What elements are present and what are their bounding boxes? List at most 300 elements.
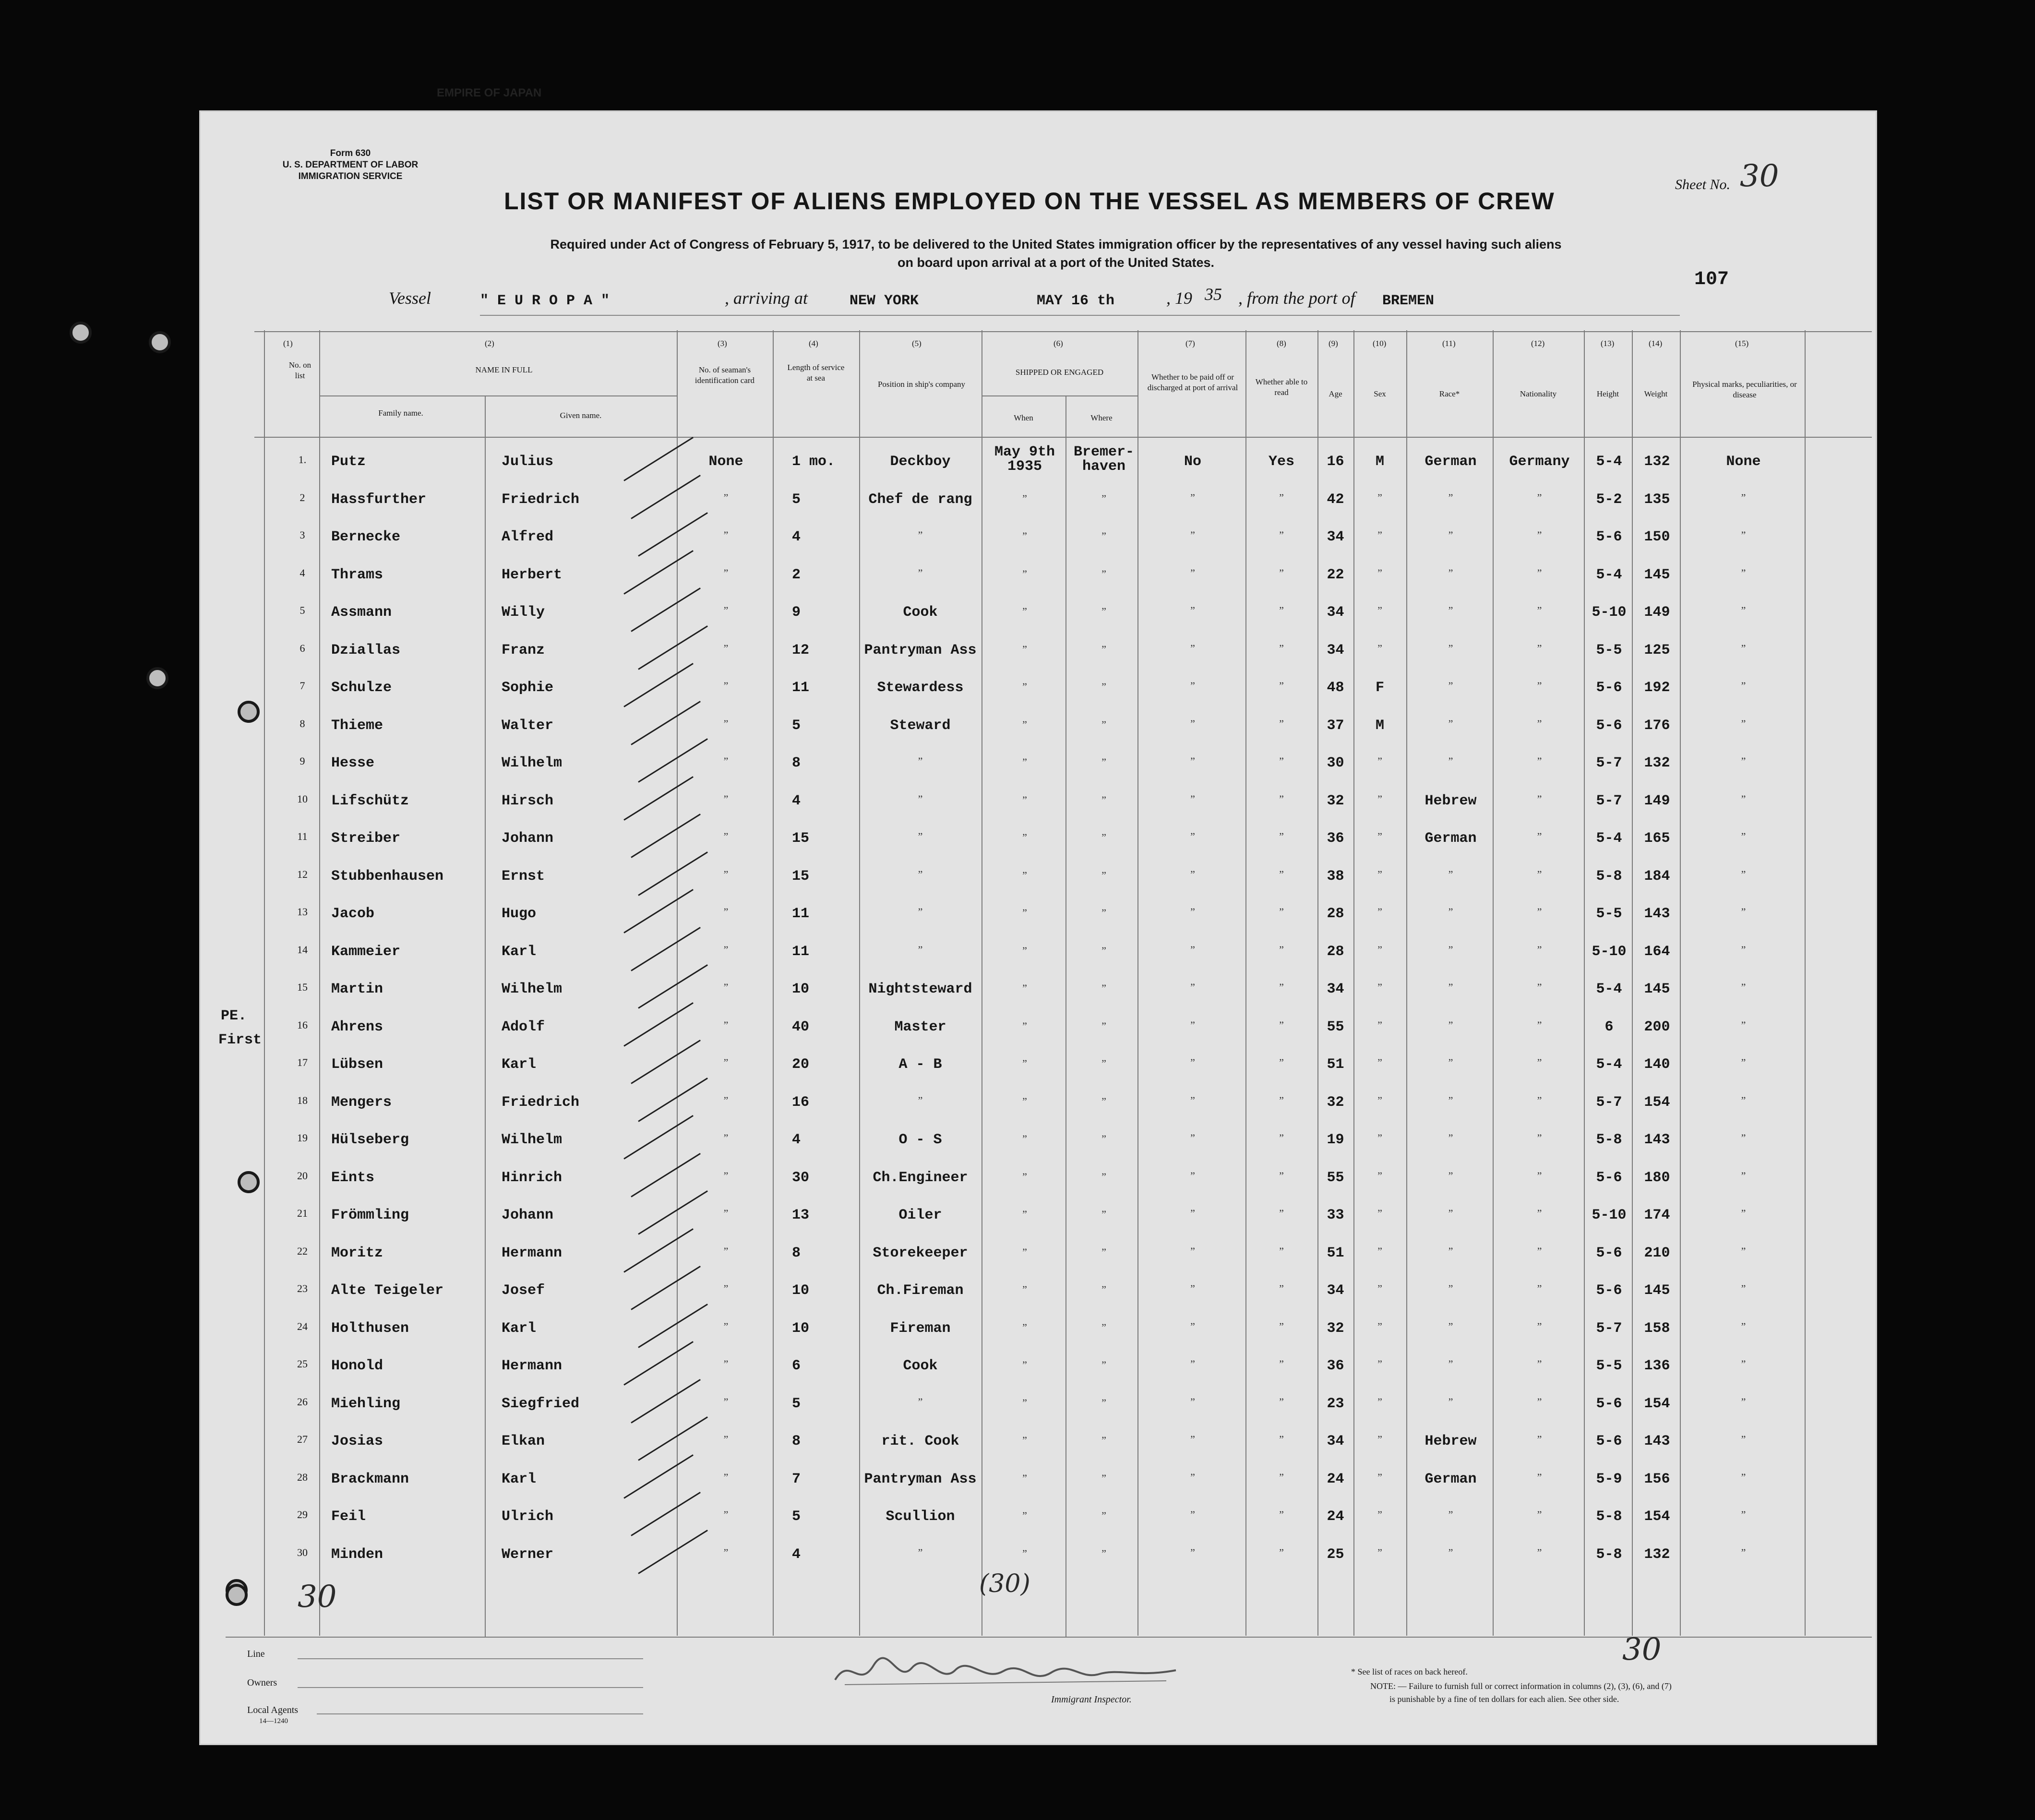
cell-given: Friedrich — [502, 491, 580, 508]
table-row — [0, 1207, 2035, 1241]
table-row — [0, 981, 2035, 1015]
cell-given: Wilhelm — [502, 981, 563, 997]
cell-weight: 145 — [1644, 981, 1670, 997]
cell-position: rit. Cook — [881, 1433, 959, 1449]
cell-sex: ” — [1377, 1396, 1382, 1408]
cell-given: Alfred — [502, 529, 554, 545]
cell-age: 19 — [1327, 1132, 1344, 1148]
cell-marks: ” — [1741, 718, 1746, 730]
cell-when: ” — [1022, 1359, 1027, 1371]
cell-race: ” — [1448, 755, 1453, 767]
head-sex: Sex — [1374, 389, 1386, 398]
footer-agents-label: Local Agents — [247, 1705, 299, 1715]
cell-paid: ” — [1190, 604, 1195, 616]
cell-family: Lübsen — [331, 1056, 383, 1073]
cell-family: Schulze — [331, 680, 392, 696]
cell-sex: ” — [1377, 944, 1382, 956]
cell-paid: ” — [1190, 1132, 1195, 1144]
cell-nationality: ” — [1537, 830, 1542, 842]
cell-position: Cook — [903, 1358, 938, 1374]
cell-family: Kammeier — [331, 944, 401, 960]
cell-nationality: ” — [1537, 1471, 1542, 1483]
cell-when: ” — [1022, 1171, 1027, 1183]
cell-no: 25 — [297, 1358, 308, 1370]
cell-position: ” — [918, 830, 923, 842]
cell-length: 1 mo. — [792, 454, 836, 470]
table-row — [0, 1056, 2035, 1090]
subtitle-line-1: Required under Act of Congress of February 5, 1917, to be delivered to the United States immigration officer by the representatives of any vessel having such aliens — [550, 237, 1562, 251]
cell-age: 36 — [1327, 830, 1344, 847]
cell-age: 22 — [1327, 567, 1344, 583]
cell-where: ” — [1101, 1171, 1106, 1183]
cell-weight: 132 — [1644, 1546, 1670, 1563]
cell-age: 32 — [1327, 1320, 1344, 1337]
cell-weight: 165 — [1644, 830, 1670, 847]
cell-nationality: ” — [1537, 491, 1542, 503]
arriving-label: , arriving at — [725, 288, 808, 308]
cell-when: ” — [1022, 1397, 1027, 1409]
cell-nationality: ” — [1537, 1282, 1542, 1294]
cell-position: Scullion — [886, 1509, 955, 1525]
cell-given: Hermann — [502, 1358, 563, 1374]
cell-race: ” — [1448, 1396, 1453, 1408]
sheet-number: 30 — [1740, 158, 1779, 194]
cell-sex: ” — [1377, 1245, 1382, 1257]
cell-card: ” — [723, 1471, 729, 1483]
cell-length: 10 — [792, 1282, 810, 1299]
cell-card: ” — [723, 1282, 729, 1294]
cell-nationality: ” — [1537, 1207, 1542, 1219]
cell-marks: ” — [1741, 1396, 1746, 1408]
footer-owners-rule — [298, 1687, 643, 1688]
cell-sex: ” — [1377, 1358, 1382, 1370]
cell-where: ” — [1101, 568, 1106, 580]
cell-read: ” — [1279, 1245, 1284, 1257]
cell-card: ” — [723, 680, 729, 692]
cell-read: ” — [1279, 1170, 1284, 1182]
cell-where: ” — [1101, 1472, 1106, 1484]
cell-read: ” — [1279, 1207, 1284, 1219]
cell-where: ” — [1101, 756, 1106, 768]
cell-no: 17 — [297, 1056, 308, 1068]
cell-where: ” — [1101, 982, 1106, 994]
cell-nationality: ” — [1537, 944, 1542, 956]
cell-height: 5-7 — [1596, 793, 1622, 809]
cell-given: Franz — [502, 642, 545, 659]
colnum-2: (2) — [485, 339, 494, 348]
cell-sex: ” — [1377, 1546, 1382, 1558]
cell-race: ” — [1448, 1170, 1453, 1182]
from-port: BREMEN — [1382, 293, 1435, 309]
cell-when: ” — [1022, 907, 1027, 919]
cell-when: ” — [1022, 982, 1027, 994]
cell-position: Cook — [903, 604, 938, 621]
cell-no: 10 — [297, 793, 308, 805]
cell-paid: ” — [1190, 1207, 1195, 1219]
cell-marks: ” — [1741, 604, 1746, 616]
cell-length: 15 — [792, 830, 810, 847]
cell-family: Frömmling — [331, 1207, 409, 1223]
cell-family: Moritz — [331, 1245, 383, 1261]
vessel-underline — [480, 315, 1680, 316]
cell-no: 12 — [297, 868, 308, 880]
cell-position: ” — [918, 1396, 923, 1408]
cell-marks: None — [1726, 454, 1761, 470]
cell-no: 2 — [299, 491, 305, 503]
cell-weight: 136 — [1644, 1358, 1670, 1374]
cell-height: 5-2 — [1596, 491, 1622, 508]
cell-where: ” — [1101, 945, 1106, 957]
cell-nationality: ” — [1537, 981, 1542, 993]
sheet-label: Sheet No. — [1675, 177, 1730, 192]
cell-family: Lifschütz — [331, 793, 409, 809]
cell-weight: 154 — [1644, 1094, 1670, 1111]
cell-given: Adolf — [502, 1019, 545, 1035]
cell-weight: 174 — [1644, 1207, 1670, 1223]
cell-when: ” — [1022, 1246, 1027, 1258]
cell-age: 34 — [1327, 642, 1344, 659]
shipped-header-rule — [982, 395, 1137, 396]
cell-height: 5-9 — [1596, 1471, 1622, 1487]
cell-sex: ” — [1377, 642, 1382, 654]
cell-nationality: ” — [1537, 1132, 1542, 1144]
cell-given: Karl — [502, 1056, 537, 1073]
cell-sex: M — [1375, 454, 1384, 470]
cell-card: ” — [723, 981, 729, 993]
empire-stamp: EMPIRE OF JAPAN — [437, 86, 542, 99]
cell-marks: ” — [1741, 1282, 1746, 1294]
cell-paid: ” — [1190, 1056, 1195, 1068]
head-position: Position in ship's company — [877, 380, 966, 389]
cell-read: ” — [1279, 604, 1284, 616]
cell-no: 6 — [299, 642, 305, 654]
colnum-9: (9) — [1329, 339, 1338, 348]
table-row — [0, 755, 2035, 789]
cell-length: 30 — [792, 1170, 810, 1186]
cell-no: 26 — [297, 1396, 308, 1408]
cell-when: ” — [1022, 492, 1027, 504]
cell-read: ” — [1279, 567, 1284, 579]
cell-no: 20 — [297, 1170, 308, 1182]
head-length-service: Length of service at sea — [787, 363, 845, 383]
table-row — [0, 1433, 2035, 1467]
cell-no: 21 — [297, 1207, 308, 1219]
cell-where: ” — [1101, 1283, 1106, 1295]
year-prefix: , 19 — [1166, 288, 1192, 308]
cell-race: ” — [1448, 1245, 1453, 1257]
cell-length: 4 — [792, 793, 801, 809]
cell-sex: ” — [1377, 793, 1382, 805]
cell-height: 5-6 — [1596, 1433, 1622, 1449]
cell-when: ” — [1022, 1321, 1027, 1333]
cell-card: ” — [723, 1094, 729, 1106]
cell-nationality: ” — [1537, 567, 1542, 579]
cell-read: ” — [1279, 1282, 1284, 1294]
cell-height: 5-7 — [1596, 1320, 1622, 1337]
cell-age: 34 — [1327, 529, 1344, 545]
cell-weight: 210 — [1644, 1245, 1670, 1261]
cell-given: Hirsch — [502, 793, 554, 809]
cell-given: Herbert — [502, 567, 563, 583]
cell-position: ” — [918, 906, 923, 918]
table-row — [0, 1320, 2035, 1354]
binder-hole — [70, 322, 92, 344]
cell-height: 5-8 — [1596, 1132, 1622, 1148]
footer-note-fine-1: NOTE: — Failure to furnish full or correct information in columns (2), (3), (6), and (7) — [1370, 1681, 1672, 1691]
cell-position: ” — [918, 1546, 923, 1558]
colnum-11: (11) — [1442, 339, 1456, 348]
cell-weight: 176 — [1644, 718, 1670, 734]
cell-when: ” — [1022, 530, 1027, 542]
cell-position: Deckboy — [890, 454, 951, 470]
form-number: Form 630 — [330, 148, 371, 158]
cell-position: Pantryman Ass — [864, 1471, 977, 1487]
page-title: LIST OR MANIFEST OF ALIENS EMPLOYED ON THE VESSEL AS MEMBERS OF CREW — [504, 188, 1555, 215]
table-row — [0, 1245, 2035, 1279]
table-row — [0, 1396, 2035, 1429]
cell-length: 4 — [792, 529, 801, 545]
cell-position: Steward — [890, 718, 951, 734]
cell-paid: ” — [1190, 1433, 1195, 1445]
cell-given: Walter — [502, 718, 554, 734]
cell-family: Mengers — [331, 1094, 392, 1111]
cell-where: ” — [1101, 643, 1106, 655]
cell-length: 9 — [792, 604, 801, 621]
cell-age: 32 — [1327, 793, 1344, 809]
cell-card: ” — [723, 718, 729, 730]
cell-where: ” — [1101, 1434, 1106, 1446]
cell-weight: 184 — [1644, 868, 1670, 885]
colnum-8: (8) — [1277, 339, 1286, 348]
cell-card: ” — [723, 755, 729, 767]
cell-given: Hugo — [502, 906, 537, 922]
cell-length: 8 — [792, 755, 801, 771]
cell-race: ” — [1448, 1282, 1453, 1294]
cell-family: Honold — [331, 1358, 383, 1374]
cell-weight: 135 — [1644, 491, 1670, 508]
cell-read: ” — [1279, 1056, 1284, 1068]
cell-paid: ” — [1190, 1509, 1195, 1521]
colnum-6: (6) — [1053, 339, 1063, 348]
cell-read: ” — [1279, 1132, 1284, 1144]
cell-nationality: ” — [1537, 1094, 1542, 1106]
cell-family: Putz — [331, 454, 366, 470]
cell-paid: ” — [1190, 793, 1195, 805]
cell-marks: ” — [1741, 1056, 1746, 1068]
cell-position: ” — [918, 793, 923, 805]
cell-position: ” — [918, 944, 923, 956]
cell-race: ” — [1448, 1509, 1453, 1521]
cell-marks: ” — [1741, 830, 1746, 842]
cell-height: 5-4 — [1596, 567, 1622, 583]
total-parenthetical: (30) — [979, 1569, 1030, 1598]
cell-position: Nightsteward — [868, 981, 972, 997]
table-row — [0, 444, 2035, 487]
cell-no: 9 — [299, 755, 305, 767]
cell-no: 28 — [297, 1471, 308, 1483]
cell-sex: M — [1375, 718, 1384, 734]
cell-nationality: ” — [1537, 755, 1542, 767]
cell-read: ” — [1279, 906, 1284, 918]
cell-race: ” — [1448, 1019, 1453, 1031]
cell-weight: 125 — [1644, 642, 1670, 659]
cell-paid: ” — [1190, 1320, 1195, 1332]
cell-paid: ” — [1190, 906, 1195, 918]
cell-card: ” — [723, 830, 729, 842]
cell-weight: 150 — [1644, 529, 1670, 545]
cell-length: 8 — [792, 1245, 801, 1261]
cell-height: 5-5 — [1596, 642, 1622, 659]
cell-when: ” — [1022, 681, 1027, 693]
cell-age: 23 — [1327, 1396, 1344, 1412]
footer-handwritten-30: 30 — [1622, 1632, 1662, 1667]
binder-hole — [149, 331, 171, 353]
cell-read: ” — [1279, 1094, 1284, 1106]
cell-position: O - S — [898, 1132, 942, 1148]
cell-given: Karl — [502, 944, 537, 960]
cell-position: Pantryman Ass — [864, 642, 977, 659]
cell-card: ” — [723, 1207, 729, 1219]
cell-height: 5-6 — [1596, 529, 1622, 545]
cell-when: ” — [1022, 1057, 1027, 1069]
cell-family: Ahrens — [331, 1019, 383, 1035]
cell-age: 48 — [1327, 680, 1344, 696]
cell-marks: ” — [1741, 1509, 1746, 1521]
cell-nationality: ” — [1537, 1396, 1542, 1408]
cell-length: 4 — [792, 1546, 801, 1563]
inspector-label: Immigrant Inspector. — [1051, 1694, 1132, 1705]
cell-given: Karl — [502, 1320, 537, 1337]
cell-sex: ” — [1377, 1019, 1382, 1031]
cell-height: 5-6 — [1596, 1170, 1622, 1186]
cell-race: ” — [1448, 981, 1453, 993]
cell-family: Minden — [331, 1546, 383, 1563]
cell-given: Ernst — [502, 868, 545, 885]
cell-weight: 132 — [1644, 454, 1670, 470]
cell-where: ” — [1101, 831, 1106, 843]
cell-length: 5 — [792, 1509, 801, 1525]
colnum-15: (15) — [1735, 339, 1749, 348]
cell-marks: ” — [1741, 1320, 1746, 1332]
cell-race: German — [1424, 454, 1477, 470]
cell-nationality: ” — [1537, 1056, 1542, 1068]
cell-family: Thrams — [331, 567, 383, 583]
cell-given: Wilhelm — [502, 755, 563, 771]
cell-card: None — [708, 454, 743, 470]
cell-read: ” — [1279, 1320, 1284, 1332]
cell-height: 5-4 — [1596, 1056, 1622, 1073]
cell-weight: 192 — [1644, 680, 1670, 696]
head-id-card: No. of seaman's identification card — [694, 365, 755, 385]
cell-family: Hassfurther — [331, 491, 427, 508]
cell-where: ” — [1101, 1133, 1106, 1145]
cell-height: 5-6 — [1596, 1282, 1622, 1299]
cell-race: ” — [1448, 868, 1453, 880]
cell-read: ” — [1279, 981, 1284, 993]
cell-where: ” — [1101, 681, 1106, 693]
cell-no: 29 — [297, 1509, 308, 1521]
cell-age: 32 — [1327, 1094, 1344, 1111]
cell-nationality: ” — [1537, 1546, 1542, 1558]
cell-where: ” — [1101, 794, 1106, 806]
head-weight: Weight — [1644, 389, 1668, 398]
cell-length: 5 — [792, 491, 801, 508]
cell-paid: ” — [1190, 642, 1195, 654]
cell-race: ” — [1448, 491, 1453, 503]
cell-when: ” — [1022, 568, 1027, 580]
cell-where: ” — [1101, 1321, 1106, 1333]
cell-weight: 143 — [1644, 1132, 1670, 1148]
cell-length: 13 — [792, 1207, 810, 1223]
table-row — [0, 1358, 2035, 1391]
cell-nationality: ” — [1537, 529, 1542, 541]
cell-family: Miehling — [331, 1396, 401, 1412]
cell-card: ” — [723, 1546, 729, 1558]
cell-nationality: ” — [1537, 1509, 1542, 1521]
cell-card: ” — [723, 604, 729, 616]
cell-race: German — [1424, 1471, 1477, 1487]
cell-where: ” — [1101, 1095, 1106, 1107]
cell-nationality: ” — [1537, 642, 1542, 654]
cell-sex: F — [1375, 680, 1384, 696]
cell-no: 3 — [299, 529, 305, 541]
cell-where: ” — [1101, 1246, 1106, 1258]
cell-given: Sophie — [502, 680, 554, 696]
cell-given: Ulrich — [502, 1509, 554, 1525]
cell-given: Wilhelm — [502, 1132, 563, 1148]
cell-marks: ” — [1741, 944, 1746, 956]
cell-sex: ” — [1377, 1509, 1382, 1521]
cell-sex: ” — [1377, 1320, 1382, 1332]
cell-family: Streiber — [331, 830, 401, 847]
cell-position: ” — [918, 1094, 923, 1106]
cell-nationality: ” — [1537, 906, 1542, 918]
head-physical-marks: Physical marks, peculiarities, or disease — [1692, 380, 1797, 399]
cell-no: 1. — [298, 454, 307, 466]
cell-length: 6 — [792, 1358, 801, 1374]
table-row — [0, 906, 2035, 939]
cell-race: ” — [1448, 1094, 1453, 1106]
colnum-4: (4) — [809, 339, 818, 348]
cell-where: ” — [1101, 1057, 1106, 1069]
cell-card: ” — [723, 1245, 729, 1257]
cell-sex: ” — [1377, 1094, 1382, 1106]
cell-no: 13 — [297, 906, 308, 918]
cell-paid: ” — [1190, 1358, 1195, 1370]
arriving-port: NEW YORK — [850, 293, 919, 309]
cell-sex: ” — [1377, 868, 1382, 880]
cell-height: 5-6 — [1596, 1245, 1622, 1261]
cell-where: ” — [1101, 1397, 1106, 1409]
head-paid-off: Whether to be paid off or discharged at port of arrival — [1147, 372, 1238, 392]
side-note-pe: PE. — [221, 1008, 247, 1024]
table-row — [0, 1094, 2035, 1128]
cell-read: ” — [1279, 529, 1284, 541]
cell-height: 5-5 — [1596, 906, 1622, 922]
cell-race: German — [1424, 830, 1477, 847]
cell-paid: ” — [1190, 944, 1195, 956]
head-race: Race* — [1439, 389, 1460, 398]
cell-sex: ” — [1377, 1433, 1382, 1445]
cell-card: ” — [723, 1170, 729, 1182]
cell-height: 5-6 — [1596, 1396, 1622, 1412]
cell-sex: ” — [1377, 830, 1382, 842]
cell-weight: 156 — [1644, 1471, 1670, 1487]
cell-nationality: ” — [1537, 1358, 1542, 1370]
cell-when: ” — [1022, 1095, 1027, 1107]
cell-where: ” — [1101, 1208, 1106, 1220]
table-row — [0, 718, 2035, 751]
